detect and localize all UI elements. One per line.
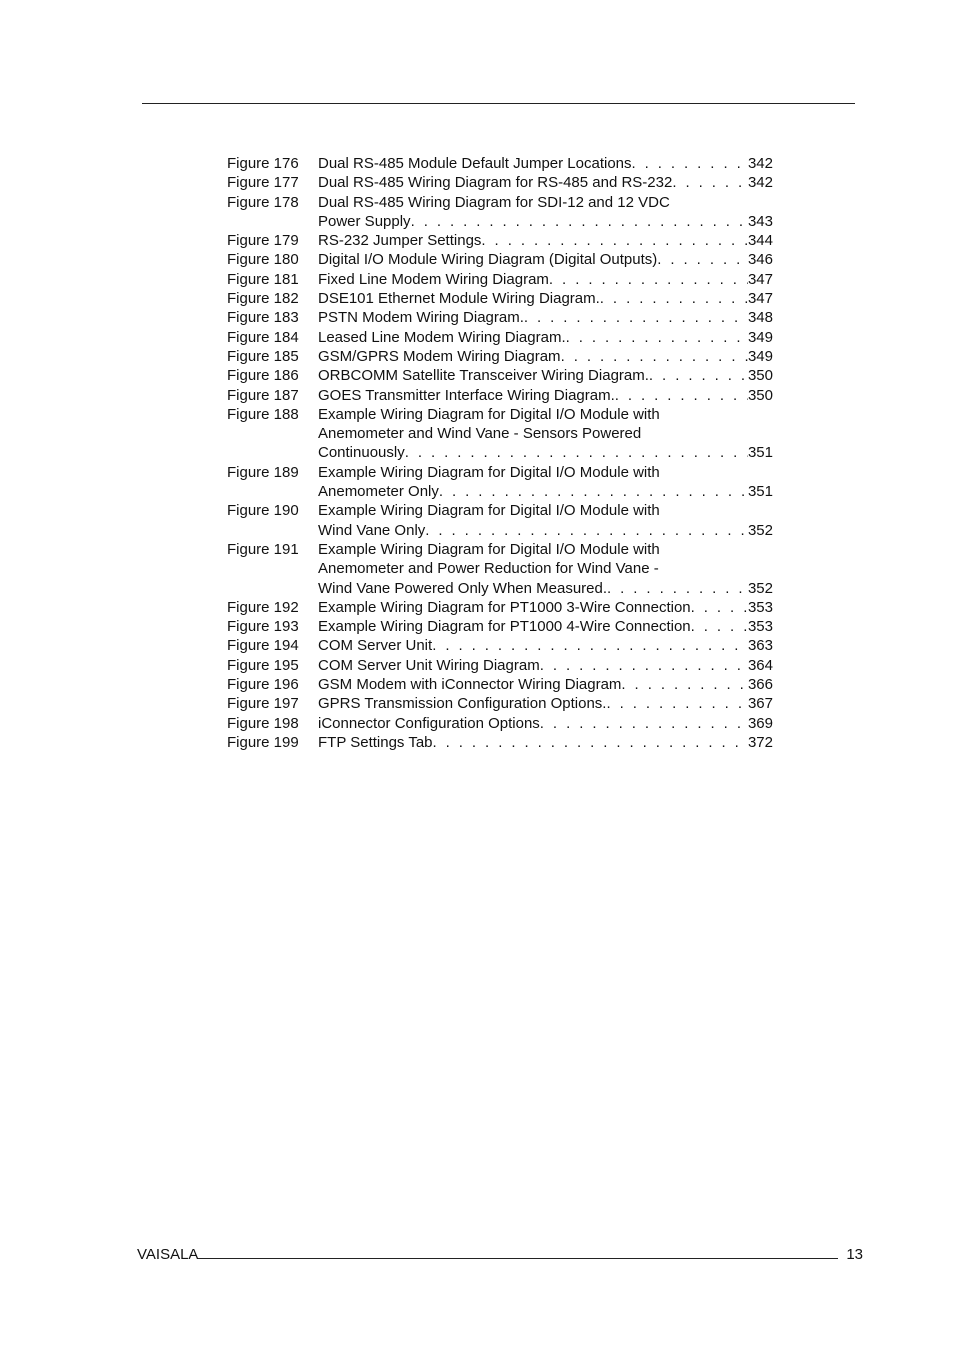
page-number: 353 <box>747 618 773 636</box>
dot-leader <box>672 173 748 192</box>
toc-entry[interactable] <box>227 540 773 598</box>
toc-entry[interactable] <box>227 173 773 192</box>
dot-leader <box>524 308 748 327</box>
page-number: 372 <box>747 733 773 751</box>
page-number: 343 <box>747 212 773 230</box>
dot-leader <box>425 521 748 540</box>
toc-entry[interactable] <box>227 617 773 636</box>
figure-title-line: iConnector Configuration Options <box>318 714 540 732</box>
figure-label: Figure 197 <box>227 695 299 713</box>
toc-entry[interactable] <box>227 347 773 366</box>
figure-title <box>318 501 773 540</box>
figure-title-line: RS-232 Jumper Settings <box>318 232 482 250</box>
figure-title-line: Anemometer and Wind Vane - Sensors Powered <box>318 425 642 443</box>
figure-title <box>318 598 773 617</box>
figure-label: Figure 195 <box>227 656 299 674</box>
dot-leader <box>606 694 748 713</box>
figure-title <box>318 154 773 173</box>
dot-leader <box>615 386 748 405</box>
figure-title <box>318 405 773 463</box>
page-number: 366 <box>747 676 773 694</box>
figure-title-line: GPRS Transmission Configuration Options. <box>318 695 607 713</box>
page-number: 342 <box>747 155 773 172</box>
figure-title-line: GOES Transmitter Interface Wiring Diagram. <box>318 386 615 404</box>
figure-title <box>318 347 773 366</box>
figure-label: Figure 190 <box>227 502 299 520</box>
footer-page-number: 13 <box>846 1246 863 1263</box>
page-number: 369 <box>747 714 773 732</box>
dot-leader <box>405 443 748 462</box>
toc-entry[interactable] <box>227 598 773 617</box>
figure-label: Figure 176 <box>227 155 299 172</box>
figure-title <box>318 714 773 733</box>
figure-label: Figure 192 <box>227 598 299 616</box>
dot-leader <box>649 366 748 385</box>
figure-title-line: Example Wiring Diagram for PT1000 4-Wire Connection <box>318 618 691 636</box>
toc-entry[interactable] <box>227 270 773 289</box>
figure-title-line: Fixed Line Modem Wiring Diagram <box>318 270 549 288</box>
page-number: 351 <box>747 444 773 462</box>
figure-title <box>318 366 773 385</box>
toc-entry[interactable] <box>227 386 773 405</box>
figure-title-line: Wind Vane Only <box>318 521 426 539</box>
toc-entry[interactable] <box>227 328 773 347</box>
dot-leader <box>566 328 748 347</box>
page-number: 364 <box>747 656 773 674</box>
list-of-figures <box>227 154 773 752</box>
toc-entry[interactable] <box>227 636 773 655</box>
figure-title-line: GSM Modem with iConnector Wiring Diagram <box>318 676 622 694</box>
toc-entry[interactable] <box>227 405 773 463</box>
page-number: 350 <box>747 386 773 404</box>
page-number: 353 <box>747 598 773 616</box>
page-number: 363 <box>747 637 773 655</box>
figure-title <box>318 328 773 347</box>
figure-title <box>318 694 773 713</box>
page-number: 350 <box>747 367 773 385</box>
figure-label: Figure 178 <box>227 193 299 211</box>
figure-label: Figure 191 <box>227 540 299 558</box>
dot-leader <box>600 289 748 308</box>
figure-title-line: Power Supply <box>318 212 411 230</box>
figure-title-line: Anemometer and Power Reduction for Wind Vane - <box>318 560 659 578</box>
figure-title-line: Example Wiring Diagram for Digital I/O Module with <box>318 502 660 520</box>
toc-entry[interactable] <box>227 193 773 232</box>
dot-leader <box>433 733 748 752</box>
toc-entry[interactable] <box>227 733 773 752</box>
figure-title <box>318 308 773 327</box>
dot-leader <box>411 212 748 231</box>
dot-leader <box>540 656 748 675</box>
toc-entry[interactable] <box>227 694 773 713</box>
figure-title <box>318 386 773 405</box>
toc-entry[interactable] <box>227 366 773 385</box>
dot-leader <box>691 598 748 617</box>
figure-title <box>318 231 773 250</box>
figure-title-line: Example Wiring Diagram for Digital I/O Module with <box>318 463 660 481</box>
figure-label: Figure 186 <box>227 367 299 385</box>
figure-title <box>318 289 773 308</box>
figure-label: Figure 189 <box>227 463 299 481</box>
figure-title <box>318 617 773 636</box>
figure-title-line: Continuously <box>318 444 405 462</box>
figure-title-line: Example Wiring Diagram for PT1000 3-Wire Connection <box>318 598 691 616</box>
figure-label: Figure 194 <box>227 637 299 655</box>
page-number: 344 <box>747 232 773 250</box>
dot-leader <box>607 579 748 598</box>
header-rule <box>142 103 855 104</box>
page-number: 349 <box>747 347 773 365</box>
dot-leader <box>632 154 748 173</box>
figure-title-line: Digital I/O Module Wiring Diagram (Digital Outputs) <box>318 251 658 269</box>
figure-title <box>318 636 773 655</box>
dot-leader <box>561 347 748 366</box>
page-number: 367 <box>747 695 773 713</box>
dot-leader <box>439 482 748 501</box>
figure-title-line: PSTN Modem Wiring Diagram. <box>318 309 524 327</box>
figure-title-line: Example Wiring Diagram for Digital I/O Module with <box>318 405 660 423</box>
figure-title <box>318 733 773 752</box>
page-number: 342 <box>747 174 773 192</box>
toc-entry[interactable] <box>227 154 773 173</box>
figure-title-line: Wind Vane Powered Only When Measured. <box>318 579 608 597</box>
page-number: 349 <box>747 328 773 346</box>
figure-title-line: Leased Line Modem Wiring Diagram. <box>318 328 566 346</box>
page-number: 347 <box>747 270 773 288</box>
page-number: 352 <box>747 579 773 597</box>
dot-leader <box>432 636 748 655</box>
dot-leader <box>481 231 748 250</box>
figure-title <box>318 463 773 502</box>
toc-entry[interactable] <box>227 289 773 308</box>
figure-label: Figure 177 <box>227 174 299 192</box>
figure-label: Figure 183 <box>227 309 299 327</box>
figure-label: Figure 181 <box>227 270 299 288</box>
page-number: 352 <box>747 521 773 539</box>
figure-title-line: COM Server Unit <box>318 637 433 655</box>
figure-label: Figure 193 <box>227 618 299 636</box>
figure-label: Figure 179 <box>227 232 299 250</box>
figure-title-line: Dual RS-485 Module Default Jumper Locations <box>318 155 632 172</box>
figure-label: Figure 199 <box>227 733 299 751</box>
figure-title-line: Example Wiring Diagram for Digital I/O Module with <box>318 540 660 558</box>
figure-label: Figure 188 <box>227 405 299 423</box>
toc-entry[interactable] <box>227 675 773 694</box>
figure-title <box>318 250 773 269</box>
toc-entry[interactable] <box>227 463 773 502</box>
figure-title-line: COM Server Unit Wiring Diagram <box>318 656 540 674</box>
figure-label: Figure 198 <box>227 714 299 732</box>
figure-label: Figure 182 <box>227 290 299 308</box>
figure-label: Figure 180 <box>227 251 299 269</box>
toc-entry[interactable] <box>227 250 773 269</box>
dot-leader <box>621 675 748 694</box>
page-footer <box>137 1243 863 1263</box>
figure-label: Figure 196 <box>227 676 299 694</box>
toc-entry[interactable] <box>227 714 773 733</box>
figure-title-line: FTP Settings Tab <box>318 733 433 751</box>
figure-label: Figure 185 <box>227 347 299 365</box>
page-number: 346 <box>747 251 773 269</box>
dot-leader <box>691 617 748 636</box>
footer-rule <box>198 1243 838 1259</box>
toc-entry[interactable] <box>227 656 773 675</box>
figure-title-line: GSM/GPRS Modem Wiring Diagram <box>318 347 561 365</box>
page-number: 348 <box>747 309 773 327</box>
figure-title-line: Dual RS-485 Wiring Diagram for SDI-12 and 12 VDC <box>318 193 670 211</box>
figure-title <box>318 193 773 232</box>
figure-title <box>318 173 773 192</box>
toc-entry[interactable] <box>227 308 773 327</box>
figure-title-line: Dual RS-485 Wiring Diagram for RS-485 and RS-232 <box>318 174 673 192</box>
footer-brand: VAISALA <box>137 1246 199 1263</box>
figure-label: Figure 187 <box>227 386 299 404</box>
figure-title-line: Anemometer Only <box>318 483 439 501</box>
page-number: 347 <box>747 290 773 308</box>
figure-title <box>318 656 773 675</box>
toc-entry[interactable] <box>227 501 773 540</box>
dot-leader <box>657 250 748 269</box>
figure-title <box>318 270 773 289</box>
page-number: 351 <box>747 483 773 501</box>
figure-title <box>318 675 773 694</box>
figure-title <box>318 540 773 598</box>
toc-entry[interactable] <box>227 231 773 250</box>
figure-label: Figure 184 <box>227 328 299 346</box>
figure-title-line: DSE101 Ethernet Module Wiring Diagram. <box>318 290 600 308</box>
dot-leader <box>549 270 748 289</box>
figure-title-line: ORBCOMM Satellite Transceiver Wiring Diagram. <box>318 367 649 385</box>
dot-leader <box>540 714 748 733</box>
